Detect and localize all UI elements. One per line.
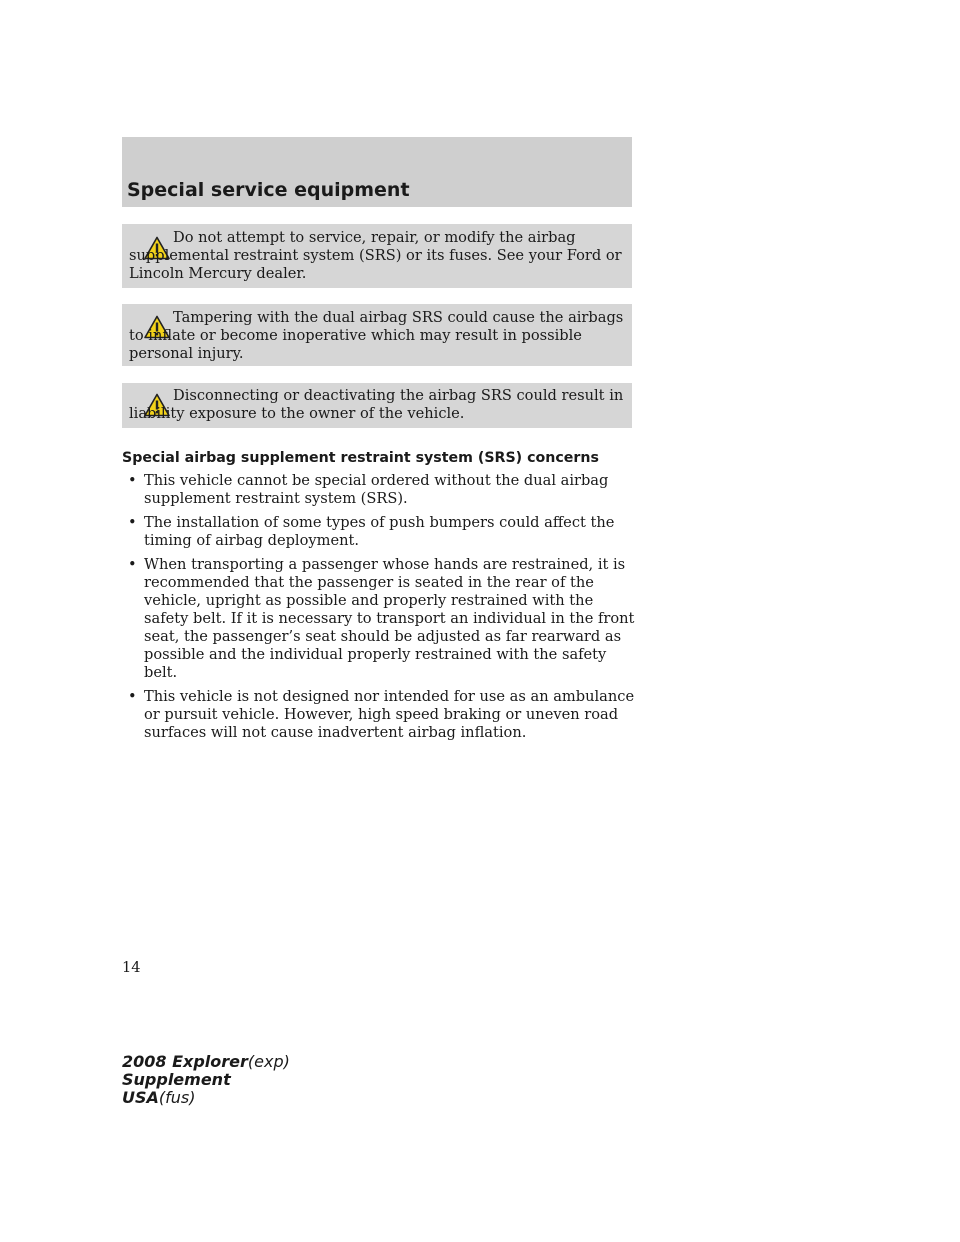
page-number: 14 [122,959,141,976]
bullet-icon: • [128,514,137,531]
list-item [122,556,642,682]
warning-box-service [122,224,632,288]
list-item-text: The installation of some types of push bumpers could affect the timing of airbag deployment. [144,514,615,549]
bullet-icon: • [128,472,137,489]
bullet-icon: • [128,688,137,705]
footer-line-supplement [122,1071,290,1089]
list-item-text: This vehicle is not designed nor intended for use as an ambulance or pursuit vehicle. However, high speed braking or uneven road surfaces will not cause inadvertent airbag inflation. [144,688,635,741]
list-item-text: When transporting a passenger whose hands are restrained, it is recommended that the passenger is seated in the rear of the vehicle, upright as possible and properly restrained with the safety belt. If it is necessary to transport an individual in the front seat, the passenger’s seat should be adjusted as far rearward as possible and the individual properly restrained with the safety belt. [144,556,635,681]
header-band [122,137,632,207]
footer-line-market [122,1089,290,1107]
concerns-list [122,472,642,748]
warning-text: Do not attempt to service, repair, or modify the airbag supplemental restraint system (SRS) or its fuses. See your Ford or Lincoln Mercury dealer. [129,229,622,282]
footer-model-code: (exp) [247,1052,290,1071]
warning-box-disconnecting [122,383,632,428]
document-footer [122,1053,290,1107]
list-item [122,514,642,550]
list-item [122,472,642,508]
warning-text: Tampering with the dual airbag SRS could cause the airbags to inflate or become inoperative which may result in possible personal injury. [129,309,624,362]
bullet-icon: • [128,556,137,573]
page-title: Special service equipment [127,179,410,201]
section-heading: Special airbag supplement restraint system (SRS) concerns [122,450,599,466]
footer-model: 2008 Explorer [122,1052,248,1071]
footer-market: USA [122,1088,159,1107]
footer-market-code: (fus) [158,1088,196,1107]
footer-line-model [122,1053,290,1071]
warning-text: Disconnecting or deactivating the airbag SRS could result in liability exposure to the owner of the vehicle. [129,387,624,422]
footer-supplement: Supplement [122,1070,231,1089]
list-item [122,688,642,742]
list-item-text: This vehicle cannot be special ordered without the dual airbag supplement restraint system (SRS). [144,472,609,507]
warning-box-tampering [122,304,632,366]
